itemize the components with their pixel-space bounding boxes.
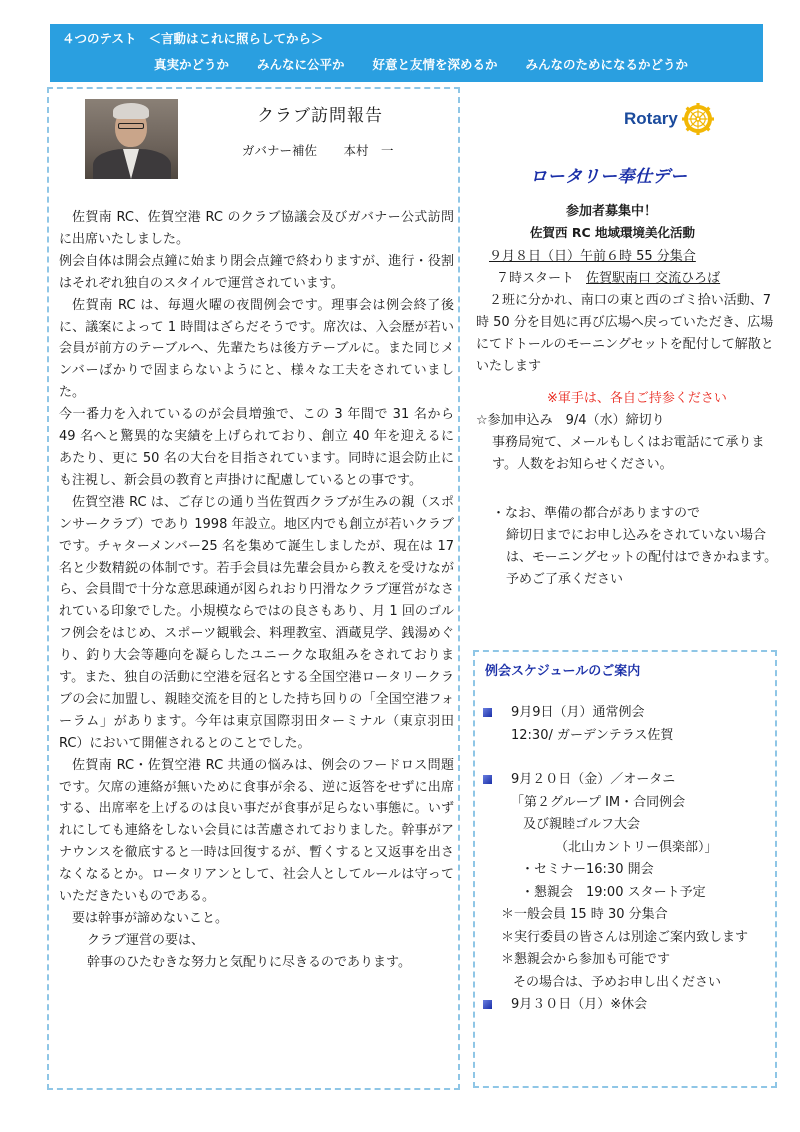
test-item: みんなに公平か xyxy=(257,57,345,72)
recruit-heading: 参加者募集中！ xyxy=(566,204,658,219)
schedule-note: その場合は、予めお申し出ください xyxy=(513,974,722,990)
report-closing: 要は幹事が諦めないこと。 xyxy=(72,911,229,926)
bullet-icon xyxy=(483,775,492,784)
schedule-item-date: 9月２０日（金）／オータニ xyxy=(511,772,676,787)
report-paragraph: 佐賀南 RC・佐賀空港 RC 共通の悩みは、例会のフードロス問題です。欠席の連絡が無いために食事が余る、逆に返答をせずに出席する、出席率を上げるのは良い事だが食事が足らない事態に。いずれにしても連絡をしない会員には苦慮されておりました。幹事がアナウンスを徹底すると一時は回復するが、暫くすると又返事を出さなくなるとか。ロータリアンとして、社会人としてルールは守っていただきたいものである。 xyxy=(59,757,454,905)
service-description xyxy=(476,290,776,378)
report-title: クラブ訪問報告 xyxy=(257,106,383,126)
schedule-item-date: 9月9日（月）通常例会 xyxy=(511,705,645,720)
schedule-item-detail: ・セミナー16:30 開会 xyxy=(521,862,654,877)
schedule-item-detail: （北山カントリー倶楽部）」 xyxy=(555,839,718,855)
apply-info xyxy=(476,410,776,476)
report-closing: クラブ運営の要は、 xyxy=(87,932,205,948)
apply-deadline: ☆参加申込み 9/4（水）締切り xyxy=(476,413,665,428)
report-paragraph: 佐賀南 RC、佐賀空港 RC のクラブ協議会及びガバナー公式訪問に出席いたしました。 xyxy=(59,210,454,247)
meeting-place: 佐賀駅南口 交流ひろば xyxy=(586,271,721,286)
test-item: みんなのためになるかどうか xyxy=(525,57,689,72)
service-warning: ※軍手は、各自ご持参ください xyxy=(547,391,727,406)
schedule-title: 例会スケジュールのご案内 xyxy=(485,664,641,679)
schedule-list xyxy=(483,702,773,1017)
event-date: ９月８日（日）午前６時 55 分集合 xyxy=(489,249,696,264)
start-time: ７時スタート xyxy=(496,271,575,286)
schedule-item xyxy=(483,702,773,747)
test-item: 好意と友情を深めるか xyxy=(372,57,498,72)
apply-instructions: 事務局宛て、メールもしくはお電話にて承ります。人数をお知らせください。 xyxy=(492,435,765,472)
author-photo xyxy=(85,99,178,179)
report-paragraph: 佐賀南 RC は、毎週火曜の夜間例会です。理事会は例会終了後に、議案によって 1 時間はざらだそうです。席次は、入会歴が若い会員が前方のテーブルへ、先輩たちは後方テーブルに。また同じメンバーばかりで固まらないようにと、様々な工夫をされていました。 xyxy=(59,297,454,401)
banner-subheading: ＜言動はこれに照らしてから＞ xyxy=(148,31,324,46)
rotary-wheel-icon xyxy=(682,103,714,135)
bullet-icon xyxy=(483,1000,492,1009)
meeting-schedule-box xyxy=(473,650,777,1088)
test-item: 真実かどうか xyxy=(154,57,230,72)
schedule-note: ＊一般会員 15 時 30 分集合 xyxy=(501,907,668,922)
banner-heading-row xyxy=(62,29,324,47)
report-author: ガバナー補佐 本村 一 xyxy=(242,143,394,158)
club-visit-report-box xyxy=(47,87,460,1090)
service-description-text: ２班に分かれ、南口の東と西のゴミ拾い活動、7 時 50 分を目処に再び広場へ戻っていただき、広場にてドトールのモーニングセットを配付して解散といたします xyxy=(476,293,774,374)
report-closing: 幹事のひたむきな努力と気配りに尽きるのであります。 xyxy=(87,954,411,970)
banner-heading: ４つのテスト xyxy=(62,31,137,46)
report-paragraph: 今一番力を入れているのが会員増強で、この 3 年間で 31 名から 49 名へと驚異的な実績を上げられており、創立 40 年を迎えるにあたり、更に 50 名の大台を目指されています。同時に退会防止にも注視し、新会員の教育と声掛けに配慮しているとの事です。 xyxy=(59,407,454,488)
schedule-note: ＊実行委員の皆さんは別途ご案内致します xyxy=(501,929,749,945)
activity-name: 佐賀西 RC 地域環境美化活動 xyxy=(530,225,696,240)
schedule-item xyxy=(483,994,773,1017)
four-way-test-banner xyxy=(50,24,763,82)
service-day-title: ロータリー奉仕デー xyxy=(530,167,688,187)
report-body xyxy=(59,207,454,974)
schedule-item-date: 9月３０日（月）※休会 xyxy=(511,997,648,1012)
report-paragraph: 佐賀空港 RC は、ご存じの通り当佐賀西クラブが生みの親（スポンサークラブ）であり 1998 年設立。地区内でも創立が若いクラブです。チャターメンバー25 名を集めて誕生しましたが、現在は 17 名と少数精鋭の体制です。若手会員は先輩会員から教えを受けながら、会員間で十分な意思疎通が図られおり円滑なクラブ運営がなされている印象でした。小規模ならではの良さもあり、月 1 回のゴルフ例会をはじめ、スポーツ観戦会、料理教室、酒蔵見学、銭湯めぐり、釣り大会等趣向を凝らしたユニークな取組みをされております。また、独自の活動に空港を冠名とする全国空港ロータリークラブの会に加盟し、親睦交流を目的とした持ち回りの「全国空港フォーラム」があります。今年は東京国際羽田ターミナル（東京羽田 RC）において開催されるとのことでした。 xyxy=(59,494,454,751)
schedule-item-detail: 及び親睦ゴルフ大会 xyxy=(523,817,641,832)
schedule-item-detail: 「第２グループ IM・合同例会 xyxy=(511,794,686,810)
start-info xyxy=(496,267,720,286)
service-note-line2: 締切日までにお申し込みをされていない場合は、モーニングセットの配付はできかねます。予めご了承ください xyxy=(506,528,778,587)
banner-tests xyxy=(154,55,754,73)
rotary-logo xyxy=(624,103,714,135)
schedule-note: ＊懇親会から参加も可能です xyxy=(501,952,671,967)
service-note xyxy=(492,503,782,591)
schedule-item xyxy=(483,769,773,904)
schedule-item-detail: 12:30/ ガーデンテラス佐賀 xyxy=(511,727,674,743)
service-note-line1: ・なお、準備の都合がありますので xyxy=(492,506,701,521)
report-paragraph: 例会自体は開会点鐘に始まり閉会点鐘で終わりますが、進行・役割はそれぞれ独自のスタイルで運営されています。 xyxy=(59,253,454,291)
bullet-icon xyxy=(483,708,492,717)
rotary-logo-text: Rotary xyxy=(624,109,678,128)
schedule-item-detail: ・懇親会 19:00 スタート予定 xyxy=(521,884,706,900)
